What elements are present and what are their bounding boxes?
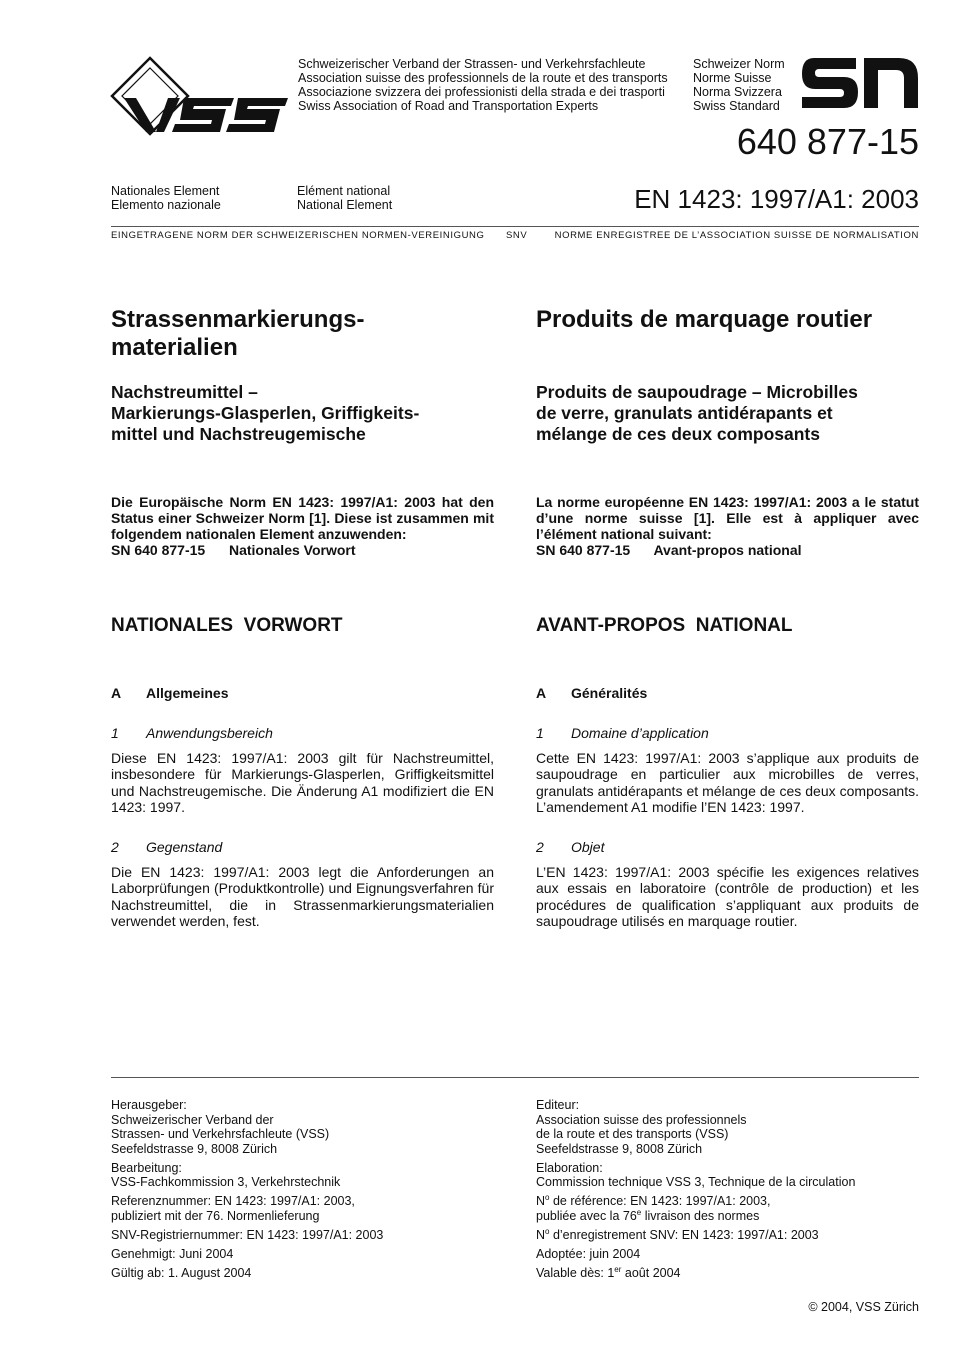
item-title: Objet <box>571 839 605 855</box>
item-title: Domaine d’application <box>571 725 709 741</box>
item1-heading-de <box>111 725 494 741</box>
reference-block <box>111 1194 494 1223</box>
valid-sup: er <box>614 1264 622 1274</box>
subtitle-fr: Produits de saupoudrage – Microbilles de verre, granulats antidérapants et mélange de ces deux composants <box>536 382 858 444</box>
copyright: © 2004, VSS Zürich <box>808 1300 919 1314</box>
norm-type-names <box>693 57 785 113</box>
subsection-letter: A <box>536 685 547 701</box>
status-text: Die Europäische Norm EN 1423: 1997/A1: 2003 hat den Status einer Schweizer Norm [1]. Diese ist zusammen mit folgendem nationalen Element anzuwenden: <box>111 494 494 542</box>
reference-line <box>536 1209 919 1224</box>
item1-text-de: Diese EN 1423: 1997/A1: 2003 gilt für Nachstreumittel, insbesondere für Markierungs-Glasperlen, Griffigkeitsmittel und Nachstreugemische. Die Änderung A1 modifiziert die EN 1423: 1997. <box>111 750 494 815</box>
publisher-line: Schweizerischer Verband der <box>111 1112 274 1127</box>
reference-sup: o <box>545 1192 550 1202</box>
subsection-a-de <box>111 685 494 701</box>
publisher-line: Strassen- und Verkehrsfachleute (VSS) <box>111 1127 330 1141</box>
item1-heading-fr <box>536 725 919 741</box>
header-divider <box>111 226 919 227</box>
reference-line: publiziert mit der 76. Normenlieferung <box>111 1208 320 1223</box>
editing-label: Elaboration: <box>536 1160 603 1175</box>
publisher-line: Seefeldstrasse 9, 8008 Zürich <box>536 1141 703 1156</box>
approved-date: Adoptée: juin 2004 <box>536 1246 641 1261</box>
item2-heading-fr <box>536 839 919 855</box>
item2-heading-de <box>111 839 494 855</box>
organization-line: Associazione svizzera dei professionisti della strada e dei trasporti <box>298 85 665 99</box>
element-label-line: National Element <box>297 198 393 212</box>
status-reference-number: SN 640 877-15 <box>111 542 206 558</box>
item-title: Anwendungsbereich <box>146 725 273 741</box>
organization-names <box>298 57 668 113</box>
publisher-block <box>536 1098 919 1156</box>
reference-text: publiée avec la 76 <box>536 1208 637 1223</box>
status-de <box>111 494 494 558</box>
publisher-label: Editeur: <box>536 1098 580 1112</box>
item-title: Gegenstand <box>146 839 223 855</box>
valid-text: août 2004 <box>621 1265 681 1280</box>
subsection-title: Allgemeines <box>146 685 229 701</box>
status-reference-label: Nationales Vorwort <box>228 542 356 558</box>
registry-sup: o <box>545 1226 550 1236</box>
status-fr <box>536 494 919 558</box>
section-title-de: NATIONALES VORWORT <box>111 615 343 636</box>
registry-mid: SNV <box>506 230 528 241</box>
item-number: 1 <box>536 725 544 741</box>
vss-logo <box>110 56 290 140</box>
organization-line: Schweizerischer Verband der Strassen- und Verkehrsfachleute <box>298 57 646 71</box>
footer-divider <box>111 1077 919 1078</box>
publisher-line: Seefeldstrasse 9, 8008 Zürich <box>111 1141 278 1156</box>
element-label-line: Nationales Element <box>111 184 220 198</box>
publisher-label: Herausgeber: <box>111 1098 187 1112</box>
valid-date: Gültig ab: 1. August 2004 <box>111 1265 252 1280</box>
editing-label: Bearbeitung: <box>111 1160 182 1175</box>
organization-line: Swiss Association of Road and Transportation Experts <box>298 99 599 113</box>
item-number: 1 <box>111 725 119 741</box>
reference-prefix: N <box>536 1194 546 1208</box>
footer-de <box>111 1098 494 1285</box>
status-reference-number: SN 640 877-15 <box>536 542 631 558</box>
element-label-line: Elemento nazionale <box>111 198 221 212</box>
status-text: La norme européenne EN 1423: 1997/A1: 2003 a le statut d’une norme suisse [1]. Elle est à appliquer avec l’élément national suivant: <box>536 494 919 542</box>
item2-text-fr: L’EN 1423: 1997/A1: 2003 spécifie les exigences relatives aux essais en laboratoire (contrôle de production) et les procédures de qualification s’appliquant aux produits de saupoudrage utilisés en marquage routier. <box>536 864 919 929</box>
item-number: 2 <box>536 839 544 855</box>
sn-number: 640 877-15 <box>736 121 919 162</box>
registry-right: NORME ENREGISTREE DE L’ASSOCIATION SUISSE DE NORMALISATION <box>554 230 919 241</box>
item2-text-de: Die EN 1423: 1997/A1: 2003 legt die Anforderungen an Laborprüfungen (Produktkontrolle) und Eignungsverfahren für Nachstreumittel, die in Strassenmarkierungsmaterialien verwendet werden, fest. <box>111 864 494 929</box>
footer-fr <box>536 1098 919 1285</box>
vss-logo-graphic <box>110 56 290 140</box>
publisher-line: de la route et des transports (VSS) <box>536 1127 729 1141</box>
publisher-line: Association suisse des professionnels <box>536 1112 747 1127</box>
valid-text: Valable dès: 1 <box>536 1265 615 1280</box>
reference-text: de référence: EN 1423: 1997/A1: 2003, <box>549 1194 771 1208</box>
registry-number <box>536 1228 919 1243</box>
registry-text: d’enregistrement SNV: EN 1423: 1997/A1: 2003 <box>549 1227 819 1242</box>
section-title-fr: AVANT-PROPOS NATIONAL <box>536 615 793 636</box>
registry-left: EINGETRAGENE NORM DER SCHWEIZERISCHEN NORMEN-VEREINIGUNG <box>111 230 485 241</box>
reference-sup: e <box>636 1207 642 1217</box>
title-de: Strassenmarkierungs- materialien <box>111 306 365 361</box>
sn-logo <box>802 58 920 108</box>
norm-type-line: Swiss Standard <box>693 99 780 113</box>
en-number: EN 1423: 1997/A1: 2003 <box>634 184 919 214</box>
element-label-left <box>111 184 221 212</box>
item1-text-fr: Cette EN 1423: 1997/A1: 2003 s’applique aux produits de saupoudrage en particulier aux microbilles de verres, granulats antidérapants et mélange de ces deux composants. L’amendement A1 modifie l’EN 1423: 1997. <box>536 750 919 815</box>
organization-line: Association suisse des professionnels de la route et des transports <box>298 71 668 85</box>
editing-value: VSS-Fachkommission 3, Verkehrstechnik <box>111 1175 341 1189</box>
subsection-a-fr <box>536 685 919 701</box>
editing-value: Commission technique VSS 3, Technique de la circulation <box>536 1175 856 1189</box>
subsection-title: Généralités <box>571 685 648 701</box>
status-reference <box>111 542 494 558</box>
reference-line: Referenznummer: EN 1423: 1997/A1: 2003, <box>111 1194 355 1208</box>
title-fr: Produits de marquage routier <box>536 306 873 333</box>
status-reference <box>536 542 919 558</box>
valid-date <box>536 1266 919 1281</box>
reference-line <box>536 1194 919 1209</box>
reference-block <box>536 1194 919 1223</box>
norm-type-line: Schweizer Norm <box>693 57 785 71</box>
approved-date: Genehmigt: Juni 2004 <box>111 1246 234 1261</box>
item-number: 2 <box>111 839 119 855</box>
status-reference-label: Avant-propos national <box>653 542 802 558</box>
editing-block <box>111 1161 494 1190</box>
sn-logo-graphic <box>802 58 920 108</box>
subtitle-de: Nachstreumittel – Markierungs-Glasperlen, Griffigkeits- mittel und Nachstreugemische <box>111 382 420 444</box>
element-label-line: Elément national <box>297 184 391 198</box>
norm-type-line: Norma Svizzera <box>693 85 782 99</box>
reference-text: livraison des normes <box>641 1208 760 1223</box>
editing-block <box>536 1161 919 1190</box>
subsection-letter: A <box>111 685 122 701</box>
registry-prefix: N <box>536 1227 546 1242</box>
registry-number: SNV-Registriernummer: EN 1423: 1997/A1: 2003 <box>111 1227 384 1242</box>
publisher-block <box>111 1098 494 1156</box>
element-label-right <box>297 184 392 212</box>
norm-type-line: Norme Suisse <box>693 71 772 85</box>
